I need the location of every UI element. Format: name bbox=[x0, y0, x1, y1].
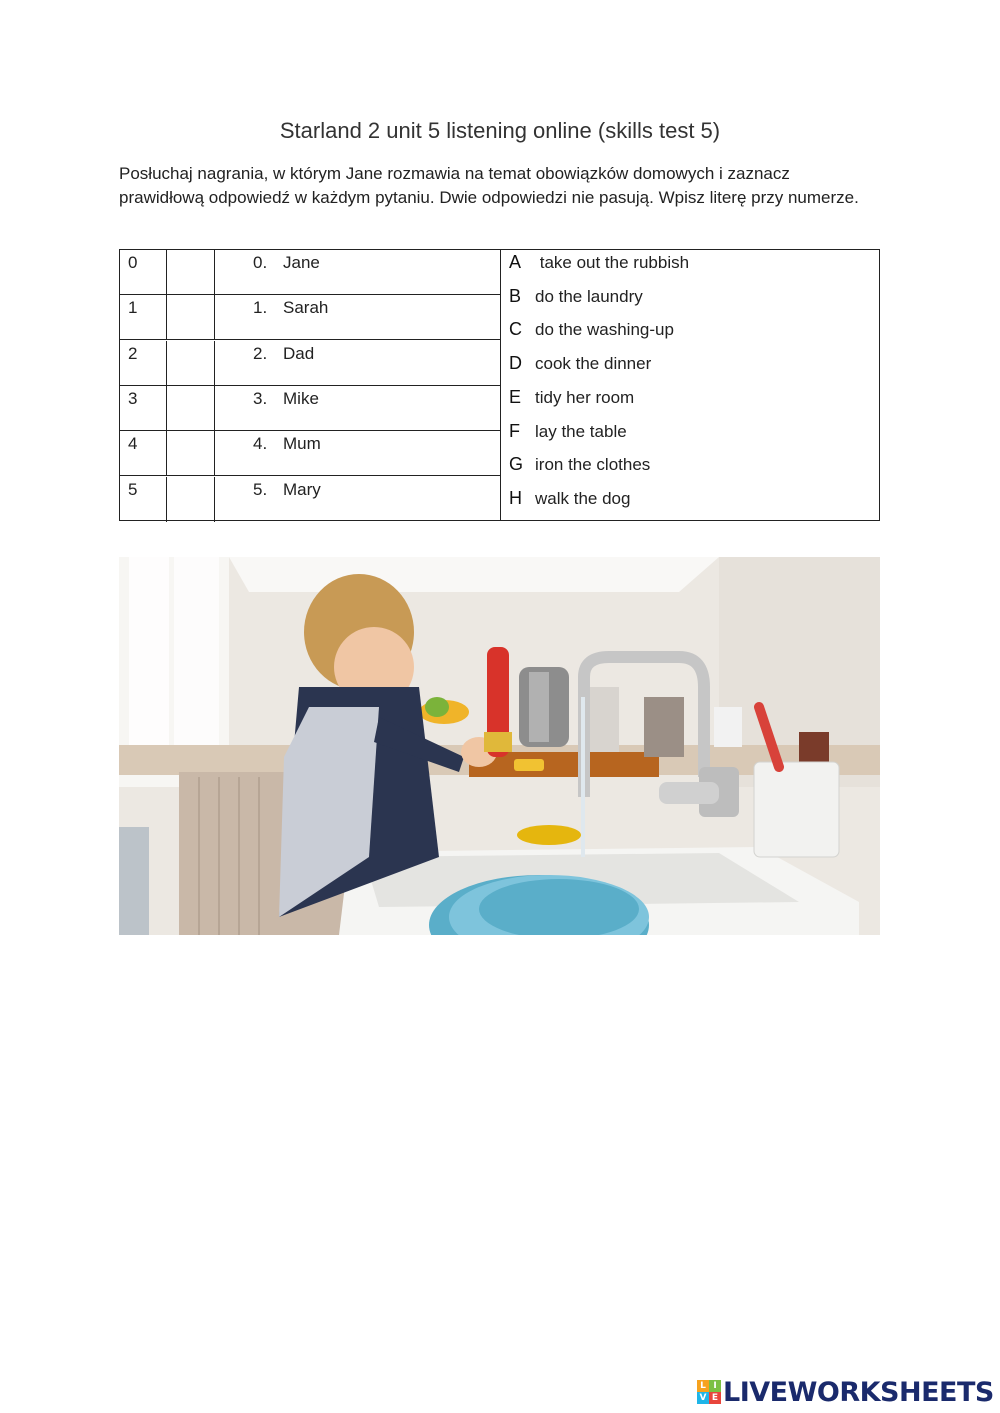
option-text: iron the clothes bbox=[535, 455, 651, 475]
option-letter: B bbox=[509, 285, 522, 306]
option-letter: C bbox=[509, 319, 522, 340]
row-number: 1 bbox=[120, 295, 167, 339]
person-cell bbox=[215, 386, 500, 430]
answer-box[interactable] bbox=[167, 386, 215, 430]
answer-box[interactable] bbox=[167, 431, 215, 475]
option-letter: A bbox=[509, 252, 522, 272]
person-name: Mum bbox=[283, 434, 321, 454]
boy-washing-dishes-image bbox=[119, 557, 880, 935]
logo-letter: I bbox=[709, 1380, 721, 1392]
person-cell bbox=[215, 250, 500, 294]
table-row bbox=[120, 477, 500, 522]
answer-box[interactable] bbox=[167, 295, 215, 339]
person-name: Jane bbox=[283, 253, 320, 272]
person-name: Mike bbox=[283, 388, 319, 408]
options-column bbox=[500, 250, 879, 520]
person-number: 3. bbox=[253, 388, 268, 408]
person-name: Mary bbox=[283, 479, 321, 499]
liveworksheets-brand bbox=[697, 1376, 994, 1408]
row-number: 0 bbox=[120, 250, 167, 294]
table-row bbox=[120, 386, 500, 431]
kitchen-photo bbox=[119, 557, 880, 935]
person-number: 2. bbox=[253, 343, 268, 363]
option-text: take out the rubbish bbox=[535, 253, 690, 272]
option-letter: H bbox=[509, 487, 522, 508]
matching-table bbox=[119, 249, 880, 521]
option-item bbox=[509, 353, 651, 374]
person-name: Dad bbox=[283, 343, 315, 363]
answer-box[interactable] bbox=[167, 341, 215, 385]
person-cell bbox=[215, 341, 500, 385]
liveworksheets-logo-icon bbox=[697, 1380, 721, 1404]
answer-box[interactable] bbox=[167, 477, 215, 522]
option-item bbox=[509, 488, 630, 509]
logo-letter: V bbox=[697, 1392, 709, 1404]
option-text: do the laundry bbox=[535, 286, 643, 306]
logo-letter: L bbox=[697, 1380, 709, 1392]
option-item bbox=[509, 421, 627, 442]
person-cell bbox=[215, 431, 500, 475]
row-number: 2 bbox=[120, 341, 167, 385]
option-text: walk the dog bbox=[535, 488, 631, 508]
option-letter: D bbox=[509, 353, 522, 374]
person-number: 5. bbox=[253, 479, 268, 499]
answer-box[interactable] bbox=[167, 250, 215, 294]
option-text: cook the dinner bbox=[535, 354, 652, 374]
table-row bbox=[120, 250, 500, 295]
row-number: 3 bbox=[120, 386, 167, 430]
person-cell bbox=[215, 477, 500, 522]
option-item bbox=[509, 252, 689, 273]
table-row bbox=[120, 431, 500, 476]
person-number: 0. bbox=[253, 253, 268, 272]
person-number: 1. bbox=[253, 298, 268, 318]
option-item bbox=[509, 319, 674, 340]
option-item bbox=[509, 454, 650, 475]
worksheet-title: Starland 2 unit 5 listening online (skills test 5) bbox=[279, 118, 721, 143]
option-text: lay the table bbox=[535, 421, 627, 441]
person-cell bbox=[215, 295, 500, 339]
option-letter: G bbox=[509, 454, 524, 475]
row-number: 5 bbox=[120, 477, 167, 522]
option-letter: F bbox=[509, 420, 520, 441]
option-item bbox=[509, 286, 643, 307]
table-row bbox=[120, 341, 500, 386]
person-number: 4. bbox=[253, 434, 268, 454]
logo-letter: E bbox=[709, 1392, 721, 1404]
instructions-text: Posłuchaj nagrania, w którym Jane rozmawia na temat obowiązków domowych i zaznacz prawidłową odpowiedź w każdym pytaniu. Dwie odpowiedzi nie pasują. Wpisz literę przy numerze. bbox=[119, 164, 859, 207]
option-text: do the washing-up bbox=[535, 320, 674, 340]
brand-text: LIVEWORKSHEETS bbox=[723, 1376, 994, 1408]
option-letter: E bbox=[509, 386, 522, 407]
row-number: 4 bbox=[120, 431, 167, 475]
table-row bbox=[120, 295, 500, 340]
person-name: Sarah bbox=[283, 298, 329, 318]
option-item bbox=[509, 387, 634, 408]
option-text: tidy her room bbox=[535, 387, 635, 407]
